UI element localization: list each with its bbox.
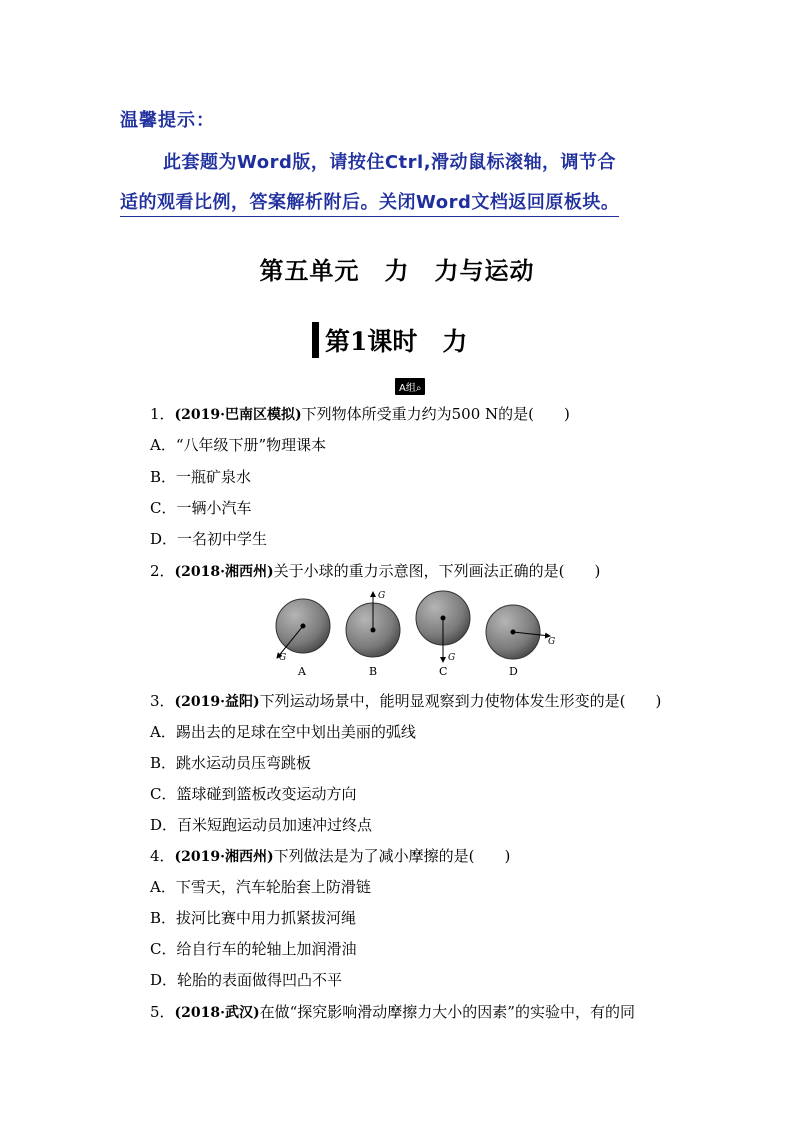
option-1d: D．一名初中学生: [150, 530, 268, 548]
option-4c: C．给自行车的轮轴上加润滑油: [150, 940, 357, 958]
gravity-diagram-figure: [265, 588, 565, 680]
question-number: 1．: [150, 405, 175, 423]
force-label-a: G: [279, 653, 287, 663]
question-source: (2018·湘西州): [174, 564, 274, 580]
question-5: [150, 1001, 635, 1022]
question-number: 5．: [150, 1003, 175, 1021]
question-2: [150, 560, 600, 581]
question-4: [150, 845, 510, 866]
notice-line-2: 适的观看比例，答案解析附后。关闭Word文档返回原板块。: [120, 188, 619, 217]
question-1: [150, 403, 570, 424]
ball-b: [346, 591, 400, 678]
question-source: (2019·巴南区模拟): [174, 407, 302, 423]
option-3b: B．跳水运动员压弯跳板: [150, 754, 312, 772]
option-4a: A．下雪天，汽车轮胎套上防滑链: [150, 878, 371, 896]
question-number: 2．: [150, 562, 175, 580]
ball-d: [486, 605, 555, 678]
question-stem: 在做“探究影响滑动摩擦力大小的因素”的实验中，有的同: [259, 1003, 635, 1021]
question-source: (2019·湘西州): [174, 849, 274, 865]
option-1c: C．一辆小汽车: [150, 499, 252, 517]
option-3a: A．踢出去的足球在空中划出美丽的弧线: [150, 723, 416, 741]
lesson-title: 第1课时 力: [325, 327, 468, 356]
ball-a: [276, 599, 330, 678]
ball-c: [416, 591, 470, 678]
question-source: (2018·武汉): [174, 1005, 260, 1021]
force-label-b: G: [378, 591, 386, 601]
force-label-d: G: [548, 637, 556, 647]
question-number: 4．: [150, 847, 175, 865]
option-1b: B．一瓶矿泉水: [150, 468, 252, 486]
figure-label-a: A: [298, 665, 306, 678]
question-stem: 下列运动场景中，能明显观察到力使物体发生形变的是( ): [259, 692, 662, 710]
question-number: 3．: [150, 692, 175, 710]
lesson-bar-marker: [312, 322, 319, 358]
option-4d: D．轮胎的表面做得凹凸不平: [150, 971, 343, 989]
question-stem: 下列物体所受重力约为500 N的是( ): [301, 405, 570, 423]
question-3: [150, 690, 661, 711]
force-label-c: G: [448, 653, 456, 663]
figure-label-d: D: [509, 665, 518, 678]
lesson-heading: [312, 322, 467, 358]
option-4b: B．拔河比赛中用力抓紧拔河绳: [150, 909, 357, 927]
figure-label-b: B: [369, 665, 378, 678]
unit-title: 第五单元 力 力与运动: [259, 256, 535, 285]
group-badge: [395, 378, 425, 395]
notice-title: 温馨提示：: [120, 110, 215, 131]
option-1a: A．“八年级下册”物理课本: [150, 436, 327, 454]
option-3c: C．篮球碰到篮板改变运动方向: [150, 785, 357, 803]
search-icon: ⌕: [415, 383, 422, 394]
group-label: A组: [399, 383, 416, 394]
question-source: (2019·益阳): [174, 694, 260, 710]
question-stem: 关于小球的重力示意图，下列画法正确的是( ): [273, 562, 601, 580]
option-3d: D．百米短跑运动员加速冲过终点: [150, 816, 373, 834]
question-stem: 下列做法是为了减小摩擦的是( ): [273, 847, 511, 865]
notice-line-1: 此套题为Word版，请按住Ctrl,滑动鼠标滚轴，调节合: [163, 152, 617, 173]
figure-label-c: C: [439, 665, 448, 678]
